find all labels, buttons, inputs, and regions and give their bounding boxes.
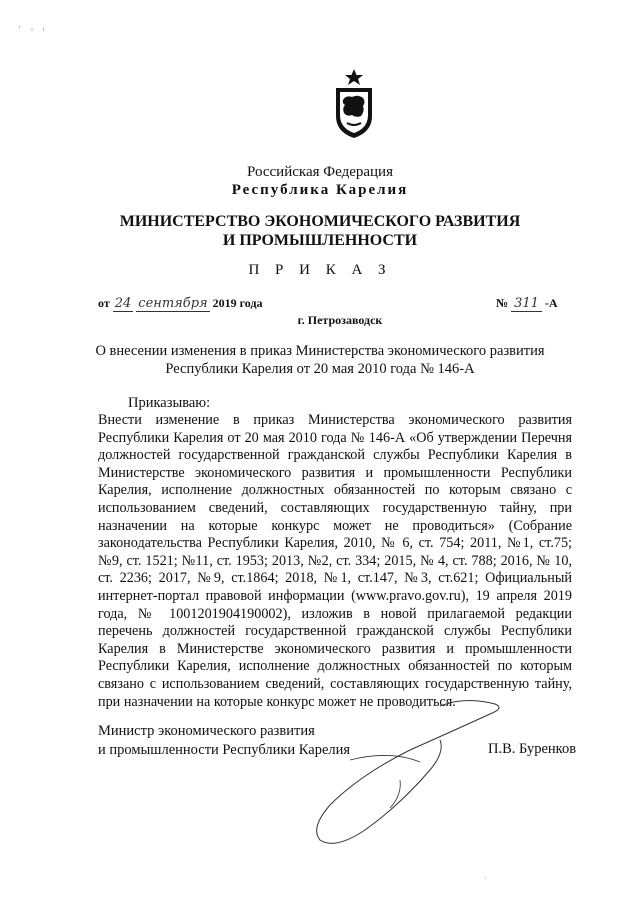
ministry-name: [0, 212, 640, 250]
order-body-paragraph: Внести изменение в приказ Министерства экономического развития Республики Карелия от 20 мая 2010 года № 146-А «Об утверждении Перечня должностей государственной гражданской службы Республики Карелия в Министерстве экономического развития и промышленности Республики Карелия, исполнение должностных обязанностей по которым связано с использованием сведений, составляющих государственную тайну, при назначении на которые конкурс может не проводиться» (Собрание законодательства Республики Карелия, 2010, № 6, ст. 754; 2011, №1, ст.75; №9, ст. 1521; №11, ст. 1953; 2013, №2, ст. 334; 2015, № 4, ст. 788; 2016, № 10, ст. 2236; 2017, №9, ст.1864; 2018, №1, ст.147, №3, ст.621; Официальный интернет-портал правовой информации (www.pravo.gov.ru), 19 апреля 2019 года, № 1001201904190002), изложив в новой прилагаемой редакции перечень должностей государственной гражданской службы Республики Карелия в Министерстве экономического развития и промышленности Республики Карелия, исполнение должностных обязанностей по которым связано с использованием сведений, составляющих государственную тайну, при назначении на которые конкурс может не проводиться.: [98, 412, 572, 710]
number-value: 311: [511, 296, 542, 312]
coat-of-arms-emblem: [330, 68, 378, 140]
signatory-position-line2: и промышленности Республики Карелия: [98, 742, 351, 758]
subject-line2: Республики Карелия от 20 мая 2010 года № 146-А: [165, 361, 475, 377]
document-city: г. Петрозаводск: [297, 313, 383, 327]
subject-line1: О внесении изменения в приказ Министерства экономического развития: [95, 343, 545, 359]
document-subject: [0, 342, 640, 378]
number-prefix: №: [496, 296, 509, 310]
ministry-name-line2: И ПРОМЫШЛЕННОСТИ: [222, 232, 418, 249]
date-year: 2019 года: [212, 296, 263, 310]
number-suffix: -А: [544, 296, 558, 310]
republic-name: Республика Карелия: [231, 182, 409, 198]
document-number: [496, 296, 558, 311]
order-word: Приказываю:: [128, 395, 211, 411]
date-month: сентября: [138, 296, 208, 311]
order-body: [98, 412, 572, 711]
country-name: Российская Федерация: [247, 164, 393, 180]
ministry-name-line1: МИНИСТЕРСТВО ЭКОНОМИЧЕСКОГО РАЗВИТИЯ: [119, 213, 521, 230]
document-title: П Р И К А З: [248, 262, 392, 278]
signatory-position-line1: Министр экономического развития: [98, 723, 315, 739]
signatory-name: П.В. Буренков: [488, 741, 577, 757]
date-prefix: от: [98, 296, 110, 310]
scan-mark-bottom: ·: [484, 874, 487, 883]
scan-marks: · ᵢ ᵢ: [18, 22, 49, 32]
handwritten-signature: [290, 690, 520, 860]
date-day: 24: [114, 296, 132, 311]
document-date: [98, 296, 263, 311]
